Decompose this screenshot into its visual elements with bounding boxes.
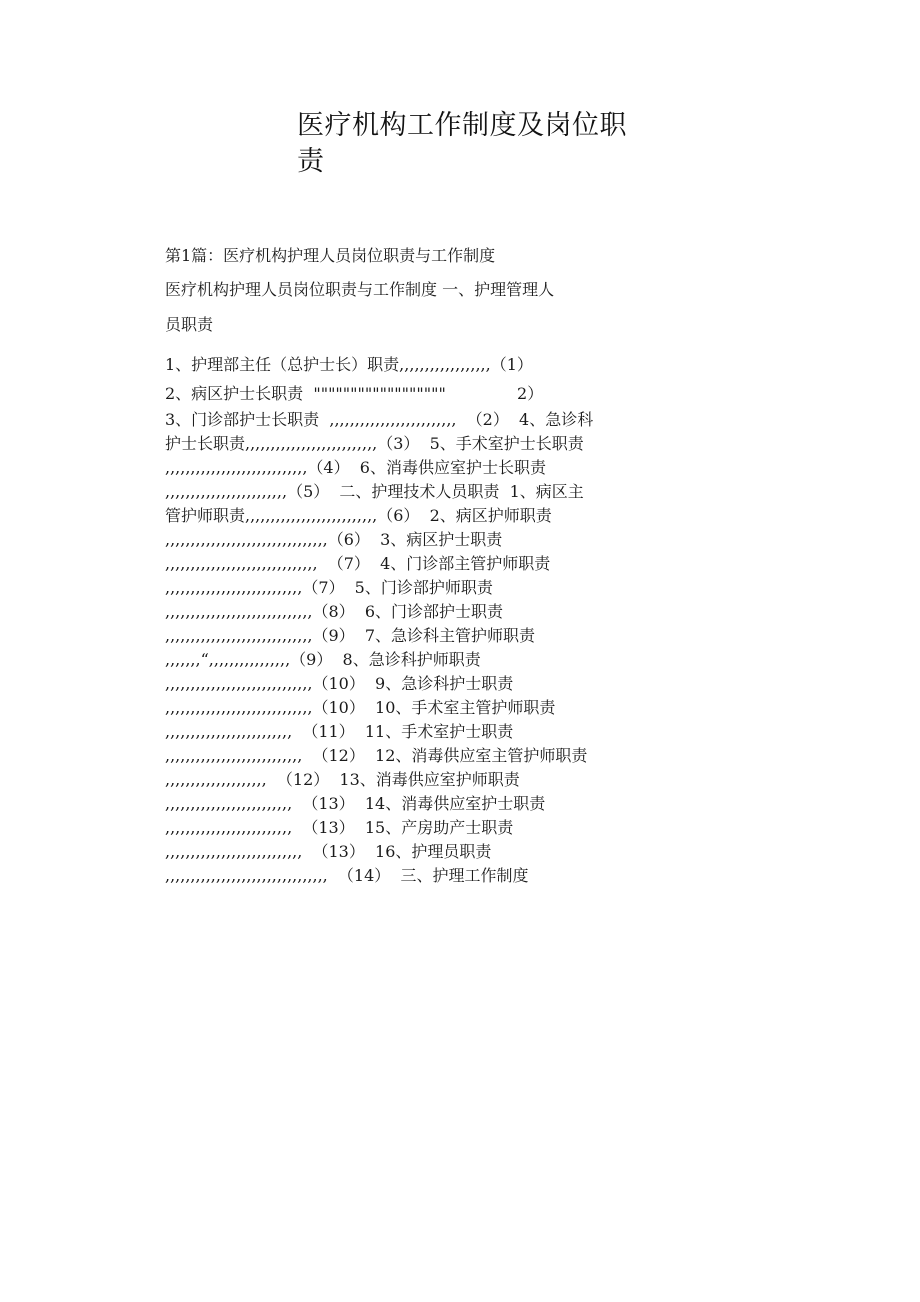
toc-line: ,,,,,,,,,,,,,,,,,,,,,,,,,,, （13） 16、护理员职责 bbox=[165, 842, 492, 861]
toc-line: ,,,,,,,,,,,,,,,,,,,,,,,,,,,,（4） 6、消毒供应室护士长职责 bbox=[165, 458, 546, 477]
toc-line: ,,,,,,,,,,,,,,,,,,,,,,,,,,,,,,,,（6） 3、病区护士职责 bbox=[165, 530, 503, 549]
document-title: 医疗机构工作制度及岗位职责 bbox=[297, 110, 627, 177]
toc-line: ,,,,,,,,,,,,,,,,,,,, （12） 13、消毒供应室护师职责 bbox=[165, 770, 520, 789]
toc-line: ,,,,,,,,,,,,,,,,,,,,,,,,,,,,,（10） 9、急诊科护士职责 bbox=[165, 674, 514, 693]
intro-line: 医疗机构护理人员岗位职责与工作制度 一、护理管理人 bbox=[165, 280, 555, 299]
document-body bbox=[165, 240, 625, 888]
toc-line: ,,,,,,,,,,,,,,,,,,,,,,,,, （11） 11、手术室护士职责 bbox=[165, 722, 514, 741]
toc-line: 3、门诊部护士长职责 ,,,,,,,,,,,,,,,,,,,,,,,,, （2） 4、急诊科 bbox=[165, 410, 594, 429]
toc-line: 1、护理部主任（总护士长）职责,,,,,,,,,,,,,,,,,,（1） bbox=[165, 355, 533, 374]
toc-line: ,,,,,,,,,,,,,,,,,,,,,,,,,,,,,, （7） 4、门诊部主管护师职责 bbox=[165, 554, 551, 573]
toc-line: 管护师职责,,,,,,,,,,,,,,,,,,,,,,,,,,（6） 2、病区护师职责 bbox=[165, 506, 552, 525]
toc-line: ,,,,,,,“,,,,,,,,,,,,,,,,（9） 8、急诊科护师职责 bbox=[165, 650, 481, 669]
toc-line: ,,,,,,,,,,,,,,,,,,,,,,,,,,, （12） 12、消毒供应室主管护师职责 bbox=[165, 746, 588, 765]
intro-paragraph bbox=[165, 272, 625, 342]
toc-line: ,,,,,,,,,,,,,,,,,,,,,,,,,,,（7） 5、门诊部护师职责 bbox=[165, 578, 493, 597]
toc-line: ,,,,,,,,,,,,,,,,,,,,,,,,,,,,,（10） 10、手术室主管护师职责 bbox=[165, 698, 556, 717]
toc-line: 2、病区护士长职责 """""""""""""""""" 2） bbox=[165, 384, 544, 403]
toc-line: ,,,,,,,,,,,,,,,,,,,,,,,,, （13） 15、产房助产士职责 bbox=[165, 818, 514, 837]
toc-line: ,,,,,,,,,,,,,,,,,,,,,,,,,,,,,（8） 6、门诊部护士职责 bbox=[165, 602, 504, 621]
intro-line: 员职责 bbox=[165, 315, 214, 334]
toc-line: ,,,,,,,,,,,,,,,,,,,,,,,,,,,,,,,, （14） 三、护理工作制度 bbox=[165, 866, 529, 885]
chapter-subtitle: 第1篇：医疗机构护理人员岗位职责与工作制度 bbox=[165, 246, 496, 265]
toc-line: ,,,,,,,,,,,,,,,,,,,,,,,,, （13） 14、消毒供应室护士职责 bbox=[165, 794, 546, 813]
toc-line: 护士长职责,,,,,,,,,,,,,,,,,,,,,,,,,,（3） 5、手术室护士长职责 bbox=[165, 434, 584, 453]
table-of-contents bbox=[165, 350, 625, 888]
toc-line: ,,,,,,,,,,,,,,,,,,,,,,,,（5） 二、护理技术人员职责 1、病区主 bbox=[165, 482, 584, 501]
toc-line: ,,,,,,,,,,,,,,,,,,,,,,,,,,,,,（9） 7、急诊科主管护师职责 bbox=[165, 626, 536, 645]
